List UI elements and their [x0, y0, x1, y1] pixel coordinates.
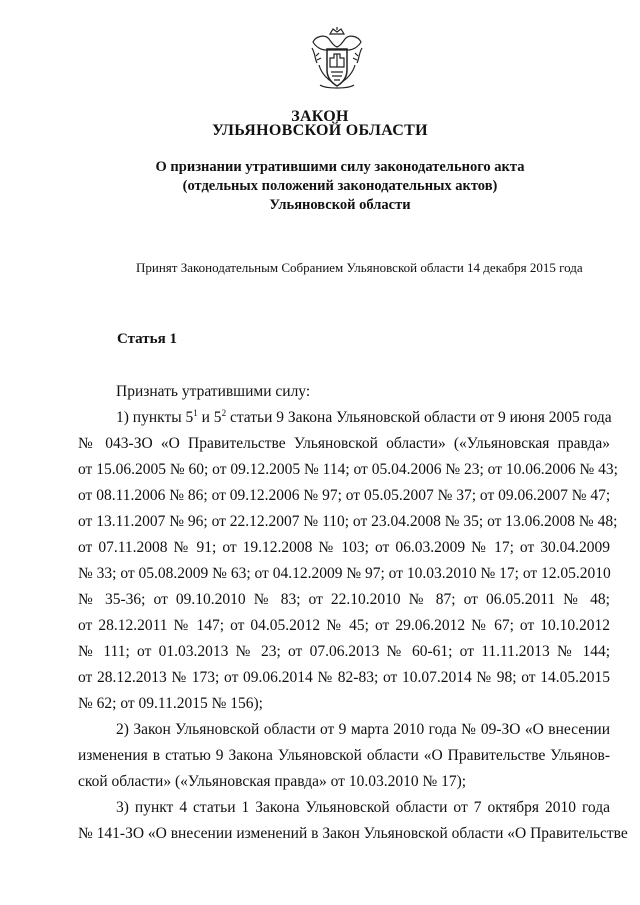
- text-line: № 141-ЗО «О внесении изменений в Закон Ульяновской области «О Правительстве: [78, 825, 628, 842]
- adoption-statement: Принят Законодательным Собранием Ульяновской области 14 декабря 2015 года: [136, 260, 583, 275]
- text-line: от 07.11.2008 № 91; от 19.12.2008 № 103; от 06.03.2009 № 17; от 30.04.2009: [78, 539, 610, 556]
- text-line: № 35-36; от 09.10.2010 № 83; от 22.10.2010 № 87; от 06.05.2011 № 48;: [78, 591, 610, 608]
- text-line: № 33; от 05.08.2009 № 63; от 04.12.2009 № 97; от 10.03.2010 № 17; от 12.05.2010: [78, 565, 611, 582]
- item-1-text-a: 1) пункты 5: [116, 409, 194, 426]
- article-heading: Статья 1: [117, 331, 177, 347]
- subtitle-line: Ульяновской области: [269, 197, 411, 213]
- superscript: 2: [221, 408, 227, 418]
- text-line: изменения в статью 9 Закона Ульяновской области «О Правительстве Ульянов-: [78, 747, 610, 764]
- article-intro: Признать утратившими силу:: [116, 383, 311, 400]
- text-line: № 111; от 01.03.2013 № 23; от 07.06.2013 № 60-61; от 11.11.2013 № 144;: [78, 643, 610, 660]
- text-line: от 08.11.2006 № 86; от 09.12.2006 № 97; от 05.05.2007 № 37; от 09.06.2007 № 47;: [78, 487, 611, 504]
- item-1-text-b: и 5: [197, 409, 222, 426]
- item-2-line: 2) Закон Ульяновской области от 9 марта 2010 года № 09-ЗО «О внесении: [116, 721, 610, 738]
- coat-of-arms-emblem: [308, 25, 366, 91]
- law-region-title: УЛЬЯНОВСКОЙ ОБЛАСТИ: [212, 122, 428, 139]
- text-line: от 28.12.2013 № 173; от 09.06.2014 № 82-83; от 10.07.2014 № 98; от 14.05.2015: [78, 669, 610, 686]
- law-subtitle: [120, 158, 560, 215]
- text-line: № 62; от 09.11.2015 № 156);: [78, 695, 263, 712]
- text-line: от 28.12.2011 № 147; от 04.05.2012 № 45; от 29.06.2012 № 67; от 10.10.2012: [78, 617, 610, 634]
- item-1-text-c: статьи 9 Закона Ульяновской области от 9 июня 2005 года: [226, 409, 612, 426]
- text-line: от 13.11.2007 № 96; от 22.12.2007 № 110; от 23.04.2008 № 35; от 13.06.2008 № 48;: [78, 513, 618, 530]
- item-1-first-line: [78, 405, 610, 431]
- subtitle-line: О признании утратившими силу законодательного акта: [155, 159, 525, 175]
- text-line: от 15.06.2005 № 60; от 09.12.2005 № 114; от 05.04.2006 № 23; от 10.06.2006 № 43;: [78, 461, 618, 478]
- text-line: ской области» («Ульяновская правда» от 10.03.2010 № 17);: [78, 773, 467, 790]
- item-3-line: 3) пункт 4 статьи 1 Закона Ульяновской области от 7 октября 2010 года: [116, 799, 610, 816]
- law-title: ЗАКОН: [291, 108, 349, 125]
- superscript: 1: [193, 408, 198, 418]
- article-body: [78, 379, 628, 847]
- subtitle-line: (отдельных положений законодательных актов): [182, 178, 498, 194]
- text-line: № 043-ЗО «О Правительстве Ульяновской области» («Ульяновская правда»: [78, 435, 610, 452]
